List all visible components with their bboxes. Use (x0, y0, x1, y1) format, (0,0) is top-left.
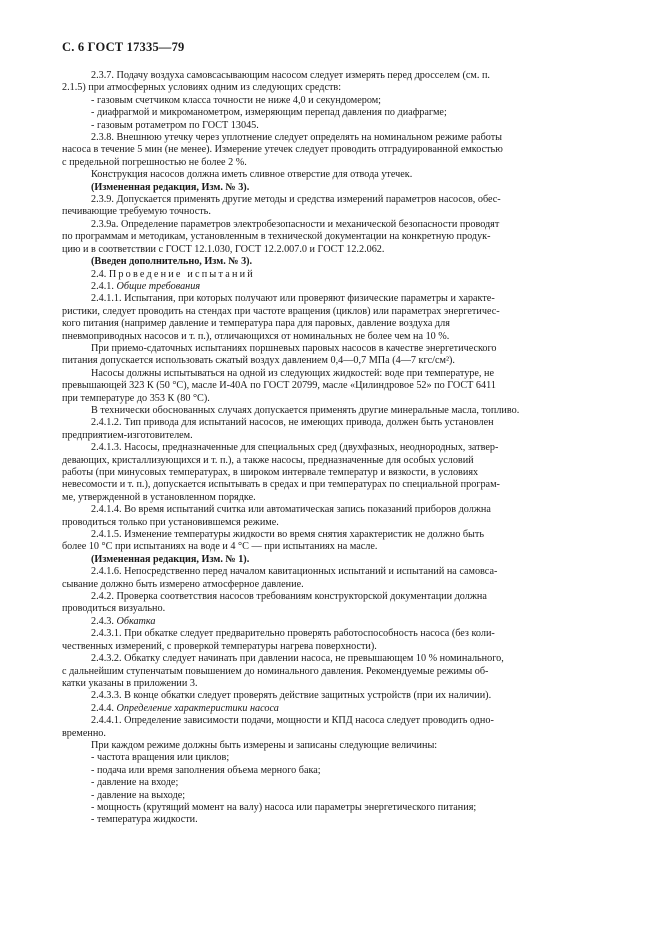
text-line: 2.4.4.1. Определение зависимости подачи, мощности и КПД насоса следует проводить одно- (91, 715, 494, 727)
text-line: 2.4.1.6. Непосредственно перед началом кавитационных испытаний и испытаний на самовса- (91, 566, 498, 578)
paragraph-measured-values: При каждом режиме должны быть измерены и записаны следующие величины: (91, 739, 438, 751)
text-line: 2.3.9а. Определение параметров электробезопасности и механической безопасности проводят (91, 218, 500, 230)
text-line: 2.3.9. Допускается применять другие методы и средства измерений параметров насосов, обес- (91, 194, 501, 206)
text-line: более 10 °С при испытаниях на воде и 4 °С — при испытаниях на масле. (62, 541, 378, 553)
text-line: проводиться только при установившемся режиме. (62, 516, 279, 528)
text-line: ме, утвержденной в установленном порядке. (62, 491, 256, 503)
paragraph-2-4-4-1 (62, 715, 602, 740)
page-header: С. 6 ГОСТ 17335—79 (62, 40, 185, 54)
page-body (62, 70, 602, 827)
paragraph-2-4-1-6 (62, 566, 602, 591)
section-heading-2-4 (62, 269, 602, 281)
list-item: - температура жидкости. (91, 814, 198, 826)
list-item: - газовым ротаметром по ГОСТ 13045. (91, 119, 259, 131)
text-line: насоса в течение 5 мин (не менее). Измерение утечек следует проводить отградуированной емкостью (62, 144, 503, 156)
text-line: превышающей 323 К (50 °С), масле И-40А по ГОСТ 20799, масле «Цилиндровое 52» по ГОСТ 6411 (62, 380, 496, 392)
text-line: Насосы должны испытываться на одной из следующих жидкостей: воде при температуре, не (91, 367, 494, 379)
text-line: работы (при минусовых температурах, в широком интервале температур и вязкости, в условиях (62, 467, 479, 478)
text-line: 2.4.1.3. Насосы, предназначенные для специальных сред (двухфазных, неоднородных, затвер- (91, 442, 499, 454)
text-line: 2.4.1.1. Испытания, при которых получают или проверяют физические параметры и характе- (91, 293, 495, 305)
section-number: 2.4. (91, 268, 107, 280)
amendment-note: (Измененная редакция, Изм. № 1). (91, 553, 250, 565)
section-title: Обкатка (116, 615, 156, 627)
section-heading-2-4-3 (62, 616, 602, 628)
text-line: 2.3.7. Подачу воздуха самовсасывающим насосом следует измерять перед дросселем (см. п. (91, 70, 490, 81)
paragraph-2-3-9a (62, 219, 602, 256)
text-line: питания допускается использовать сжатый воздух давлением 0,4—0,7 МПа (4—7 кгс/см²). (62, 355, 455, 367)
section-title: Общие требования (116, 280, 201, 292)
text-line: чественных измерений, с проверкой температуры нагрева поверхности). (62, 640, 377, 652)
paragraph-2-4-3-2 (62, 653, 602, 690)
list-item: - давление на входе; (91, 777, 179, 789)
paragraph-2-4-1-2 (62, 417, 602, 442)
section-number: 2.4.3. (91, 615, 114, 627)
list-item: - частота вращения или циклов; (91, 752, 230, 764)
section-heading-2-4-4 (62, 703, 602, 715)
text-line: временно. (62, 727, 106, 739)
text-line: 2.1.5) при атмосферных условиях одним из следующих средств: (62, 82, 342, 94)
section-number: 2.4.4. (91, 702, 114, 714)
list-item: - давление на выходе; (91, 789, 186, 801)
paragraph-steam-pumps (62, 343, 602, 368)
list-item: - газовым счетчиком класса точности не ниже 4,0 и секундомером; (91, 94, 382, 106)
text-line: 2.4.3.2. Обкатку следует начинать при давлении насоса, не превышающем 10 % номинального, (91, 653, 504, 665)
text-line: предприятием-изготовителем. (62, 429, 193, 441)
text-line: 2.4.3.1. При обкатке следует предварительно проверять работоспособность насоса (без коли- (91, 628, 495, 640)
text-line: печивающие требуемую точность. (62, 206, 211, 218)
text-line: при температуре до 353 К (80 °С). (62, 392, 210, 404)
paragraph-drain: Конструкция насосов должна иметь сливное отверстие для отвода утечек. (91, 169, 413, 181)
paragraph-test-liquids (62, 368, 602, 405)
text-line: цию и в соответствии с ГОСТ 12.1.030, ГОСТ 12.2.007.0 и ГОСТ 12.2.062. (62, 243, 385, 255)
section-title: Проведение испытаний (108, 268, 255, 280)
paragraph-2-4-1-1 (62, 293, 602, 343)
list-item: - диафрагмой и микроманометром, измеряющим перепад давления по диафрагме; (91, 107, 447, 119)
text-line: 2.4.1.2. Тип привода для испытаний насосов, не имеющих привода, должен быть установлен (91, 417, 494, 429)
text-line: 2.3.8. Внешнюю утечку через уплотнение следует определять на номинальном режиме работы (91, 132, 503, 144)
text-line: При приемо-сдаточных испытаниях поршневых паровых насосов в качестве энергетического (91, 342, 497, 354)
list-item: - мощность (крутящий момент на валу) насоса или параметры энергетического питания; (91, 801, 477, 813)
amendment-note: (Введен дополнительно, Изм. № 3). (91, 256, 253, 268)
text-line: проводиться визуально. (62, 603, 166, 615)
text-line: 2.4.1.4. Во время испытаний считка или автоматическая запись показаний приборов должна (91, 504, 491, 516)
text-line: девающих, кристаллизующихся и т. п.), а также насосы, предназначенные для особых условий (62, 454, 474, 466)
paragraph-2-4-2 (62, 591, 602, 616)
text-line: с дальнейшим ступенчатым повышением до номинального давления. Рекомендуемые режимы об- (62, 665, 489, 677)
paragraph-2-4-3-1 (62, 628, 602, 653)
text-line: по программам и методикам, установленным в технической документации на конкретную продук- (62, 231, 491, 243)
paragraph-2-4-3-3: 2.4.3.3. В конце обкатки следует проверять действие защитных устройств (при их наличии). (91, 690, 492, 702)
text-line: невесомости и т. п.), допускается испытывать в средах и при температурах по специальной програм- (62, 479, 500, 491)
section-title: Определение характеристики насоса (116, 702, 279, 714)
text-line: 2.4.1.5. Изменение температуры жидкости во время снятия характеристик не должно быть (91, 529, 484, 541)
paragraph-2-3-7 (62, 70, 602, 95)
text-line: сывание должно быть измерено атмосферное давление. (62, 578, 304, 590)
text-line: 2.4.2. Проверка соответствия насосов требованиям конструкторской документации должна (91, 591, 487, 603)
section-number: 2.4.1. (91, 280, 114, 292)
text-line: с предельной погрешностью не более 2 %. (62, 156, 247, 168)
text-line: кого питания (например давление и температура пара для паровых, давление воздуха для (62, 318, 450, 330)
text-line: катки указаны в приложении 3. (62, 677, 198, 689)
paragraph-mineral-oils: В технически обоснованных случаях допускается применять другие минеральные масла, топливо. (91, 404, 520, 416)
list-item: - подача или время заполнения объема мерного бака; (91, 764, 321, 776)
paragraph-2-4-1-5 (62, 529, 602, 554)
paragraph-2-4-1-4 (62, 504, 602, 529)
text-line: ристики, следует проводить на стендах при частоте вращения (циклов) или параметрах энергетичес- (62, 305, 500, 317)
text-line: пневмоприводных насосов и т. п.), отличающихся от номинальных не более чем на 10 %. (62, 330, 450, 342)
paragraph-2-3-9 (62, 194, 602, 219)
amendment-note: (Измененная редакция, Изм. № 3). (91, 181, 250, 193)
paragraph-2-4-1-3 (62, 442, 602, 504)
section-heading-2-4-1 (62, 281, 602, 293)
paragraph-2-3-8 (62, 132, 602, 169)
